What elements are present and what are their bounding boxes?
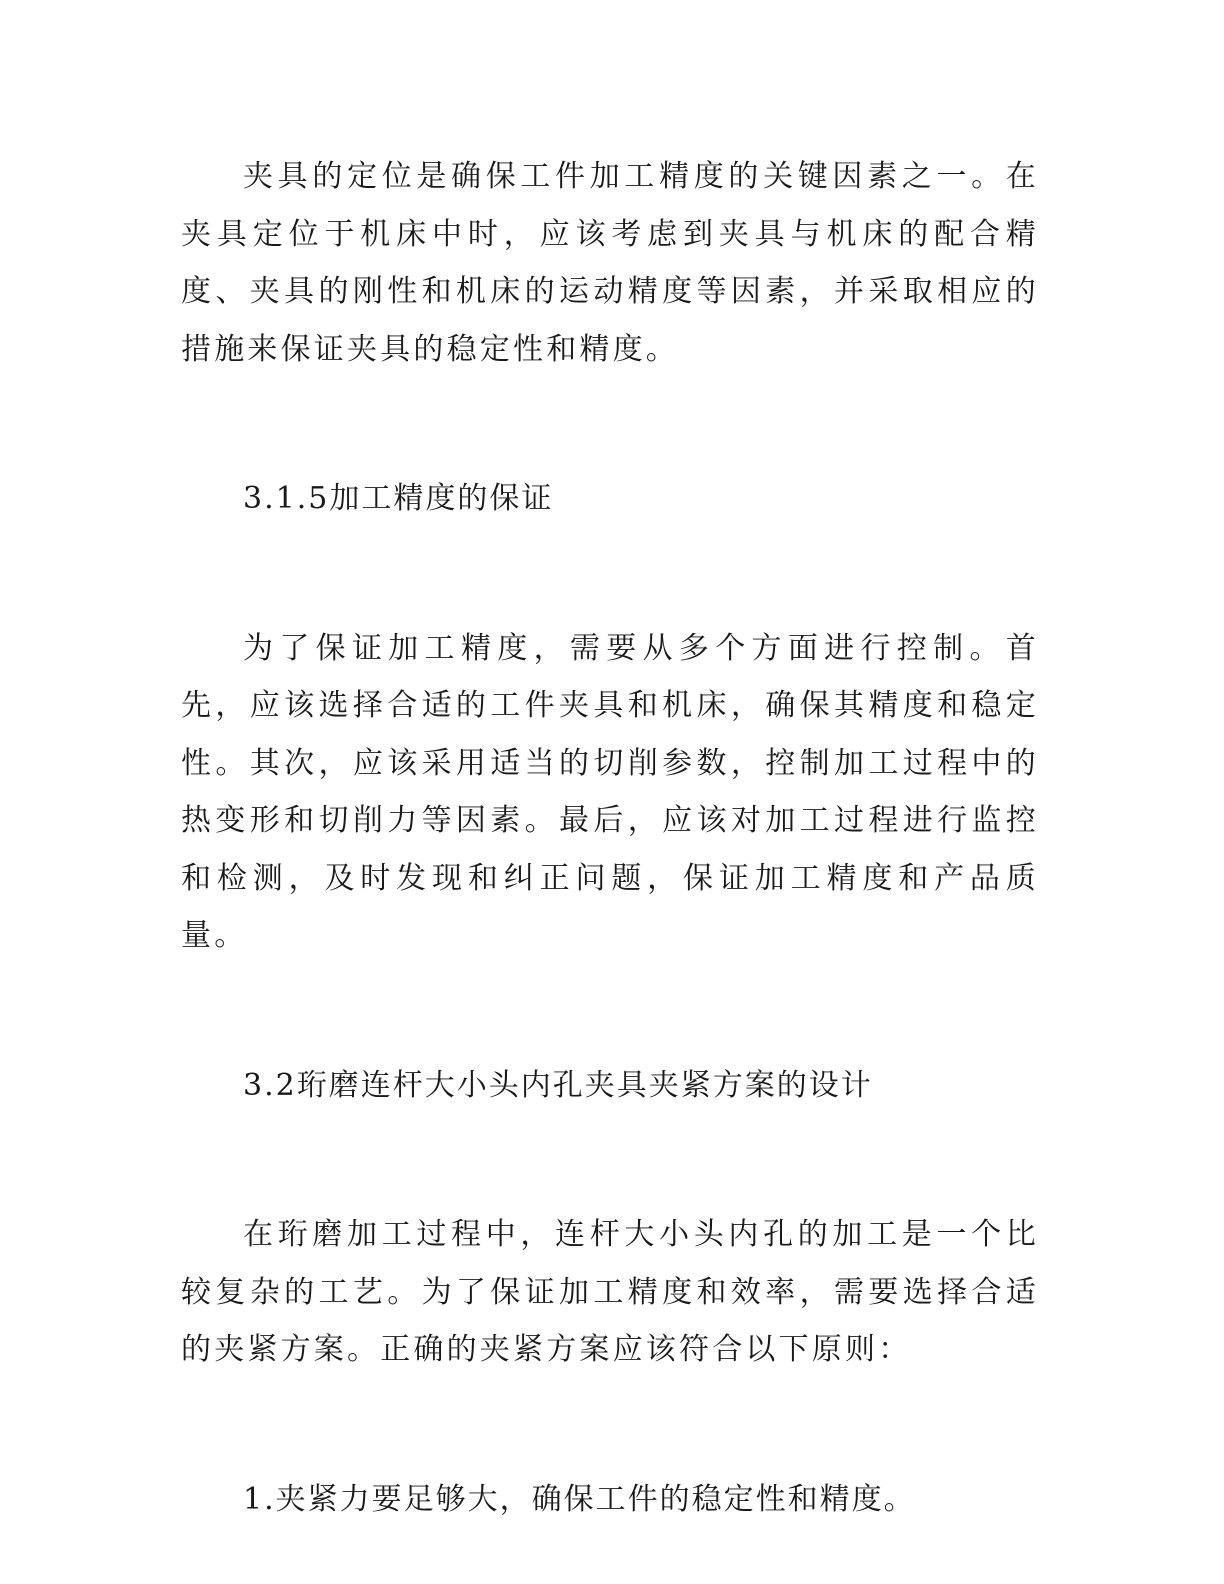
paragraph-clamping-scheme: 在珩磨加工过程中，连杆大小头内孔的加工是一个比较复杂的工艺。为了保证加工精度和效率，需要选择合适的夹紧方案。正确的夹紧方案应该符合以下原则： [181,1217,1039,1367]
paragraph-fixture-positioning: 夹具的定位是确保工件加工精度的关键因素之一。在夹具定位于机床中时，应该考虑到夹具与机床的配合精度、夹具的刚性和机床的运动精度等因素，并采取相应的措施来保证夹具的稳定性和精度。 [181,159,1039,367]
paragraph-precision-control: 为了保证加工精度，需要从多个方面进行控制。首先，应该选择合适的工件夹具和机床，确保其精度和稳定性。其次，应该采用适当的切削参数，控制加工过程中的热变形和切削力等因素。最后，应该对加工过程进行监控和检测，及时发现和纠正问题，保证加工精度和产品质量。 [181,630,1039,953]
list-item-clamping-force: 1.夹紧力要足够大，确保工件的稳定性和精度。 [243,1481,916,1517]
section-heading-3-2: 3.2珩磨连杆大小头内孔夹具夹紧方案的设计 [243,1067,873,1103]
section-heading-3-1-5: 3.1.5加工精度的保证 [243,481,554,516]
document-page [181,148,1039,1528]
